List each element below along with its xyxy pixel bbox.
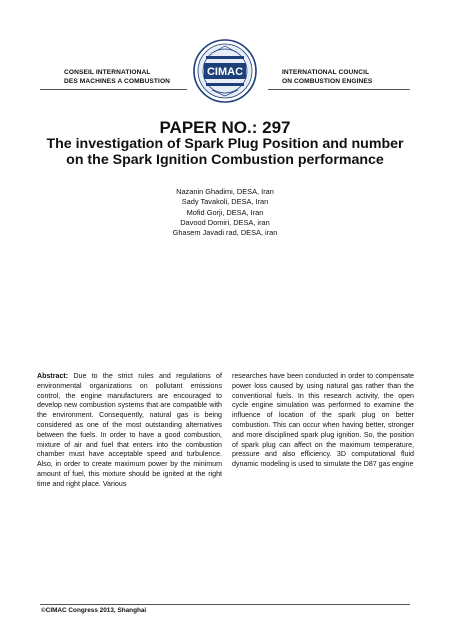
cimac-logo <box>192 38 258 104</box>
logo-text: CIMAC <box>206 66 244 78</box>
author-5: Ghasem Javadi rad, DESA, iran <box>172 228 278 238</box>
author-3: Mofid Gorji, DESA, Iran <box>186 207 264 217</box>
paper-title: The investigation of Spark Plug Position and number on the Spark Ignition Combustion performance <box>46 136 404 168</box>
abstract-label: Abstract: <box>37 372 69 380</box>
author-1: Nazanin Ghadimi, DESA, Iran <box>176 187 274 196</box>
header-left-line2: DES MACHINES A COMBUSTION <box>64 78 171 85</box>
abstract-text-right: researches have been conducted in order to compensate power loss caused by using natural gas rather than the conventional fuels. In this research activity, the open cycle engine simulation was performed to examine the influence of location of the spark plug on better combustion. This can occur when having better, stronger and more disciplined spark plug ignition. So, the position of spark plug can affect on the maximum temperature, pressure and also efficiency. 3D computational fluid dynamic modeling is used to simulate the D87 gas engine <box>232 372 414 469</box>
footer-text: ©CIMAC Congress 2013, Shanghai <box>41 607 147 614</box>
author-4: Davood Domiri, DESA, iran <box>180 217 270 227</box>
header-left-rule <box>40 89 187 90</box>
header-right <box>282 68 372 86</box>
paper-number: PAPER NO.: 297 <box>159 118 291 137</box>
footer-rule <box>40 604 410 605</box>
header-right-line1: INTERNATIONAL COUNCIL <box>282 69 370 76</box>
header-left-line1: CONSEIL INTERNATIONAL <box>64 69 151 76</box>
author-list <box>0 187 450 238</box>
header-left <box>64 68 170 86</box>
author-2: Sady Tavakoli, DESA, Iran <box>181 197 269 207</box>
header-right-line2: ON COMBUSTION ENGINES <box>282 78 373 85</box>
abstract-left-column <box>37 372 222 490</box>
header-right-rule <box>268 89 410 90</box>
abstract-right-column <box>232 372 414 470</box>
abstract-text-left: Due to the strict rules and regulations of environmental organizations on pollutant emissions control, the engine manufacturers are encouraged to develop new combustion systems that are compatible with the environment. Consequently, natural gas is being considered as one of the most outstanding alternatives between the fuels. In order to have a good combustion, mixture of air and fuel that enters into the combustion chamber must have acceptable speed and turbulence. Also, in order to create maximum power by the minimum amount of fuel, this mixture should be ignited at the right time and right place. Various <box>37 372 222 488</box>
